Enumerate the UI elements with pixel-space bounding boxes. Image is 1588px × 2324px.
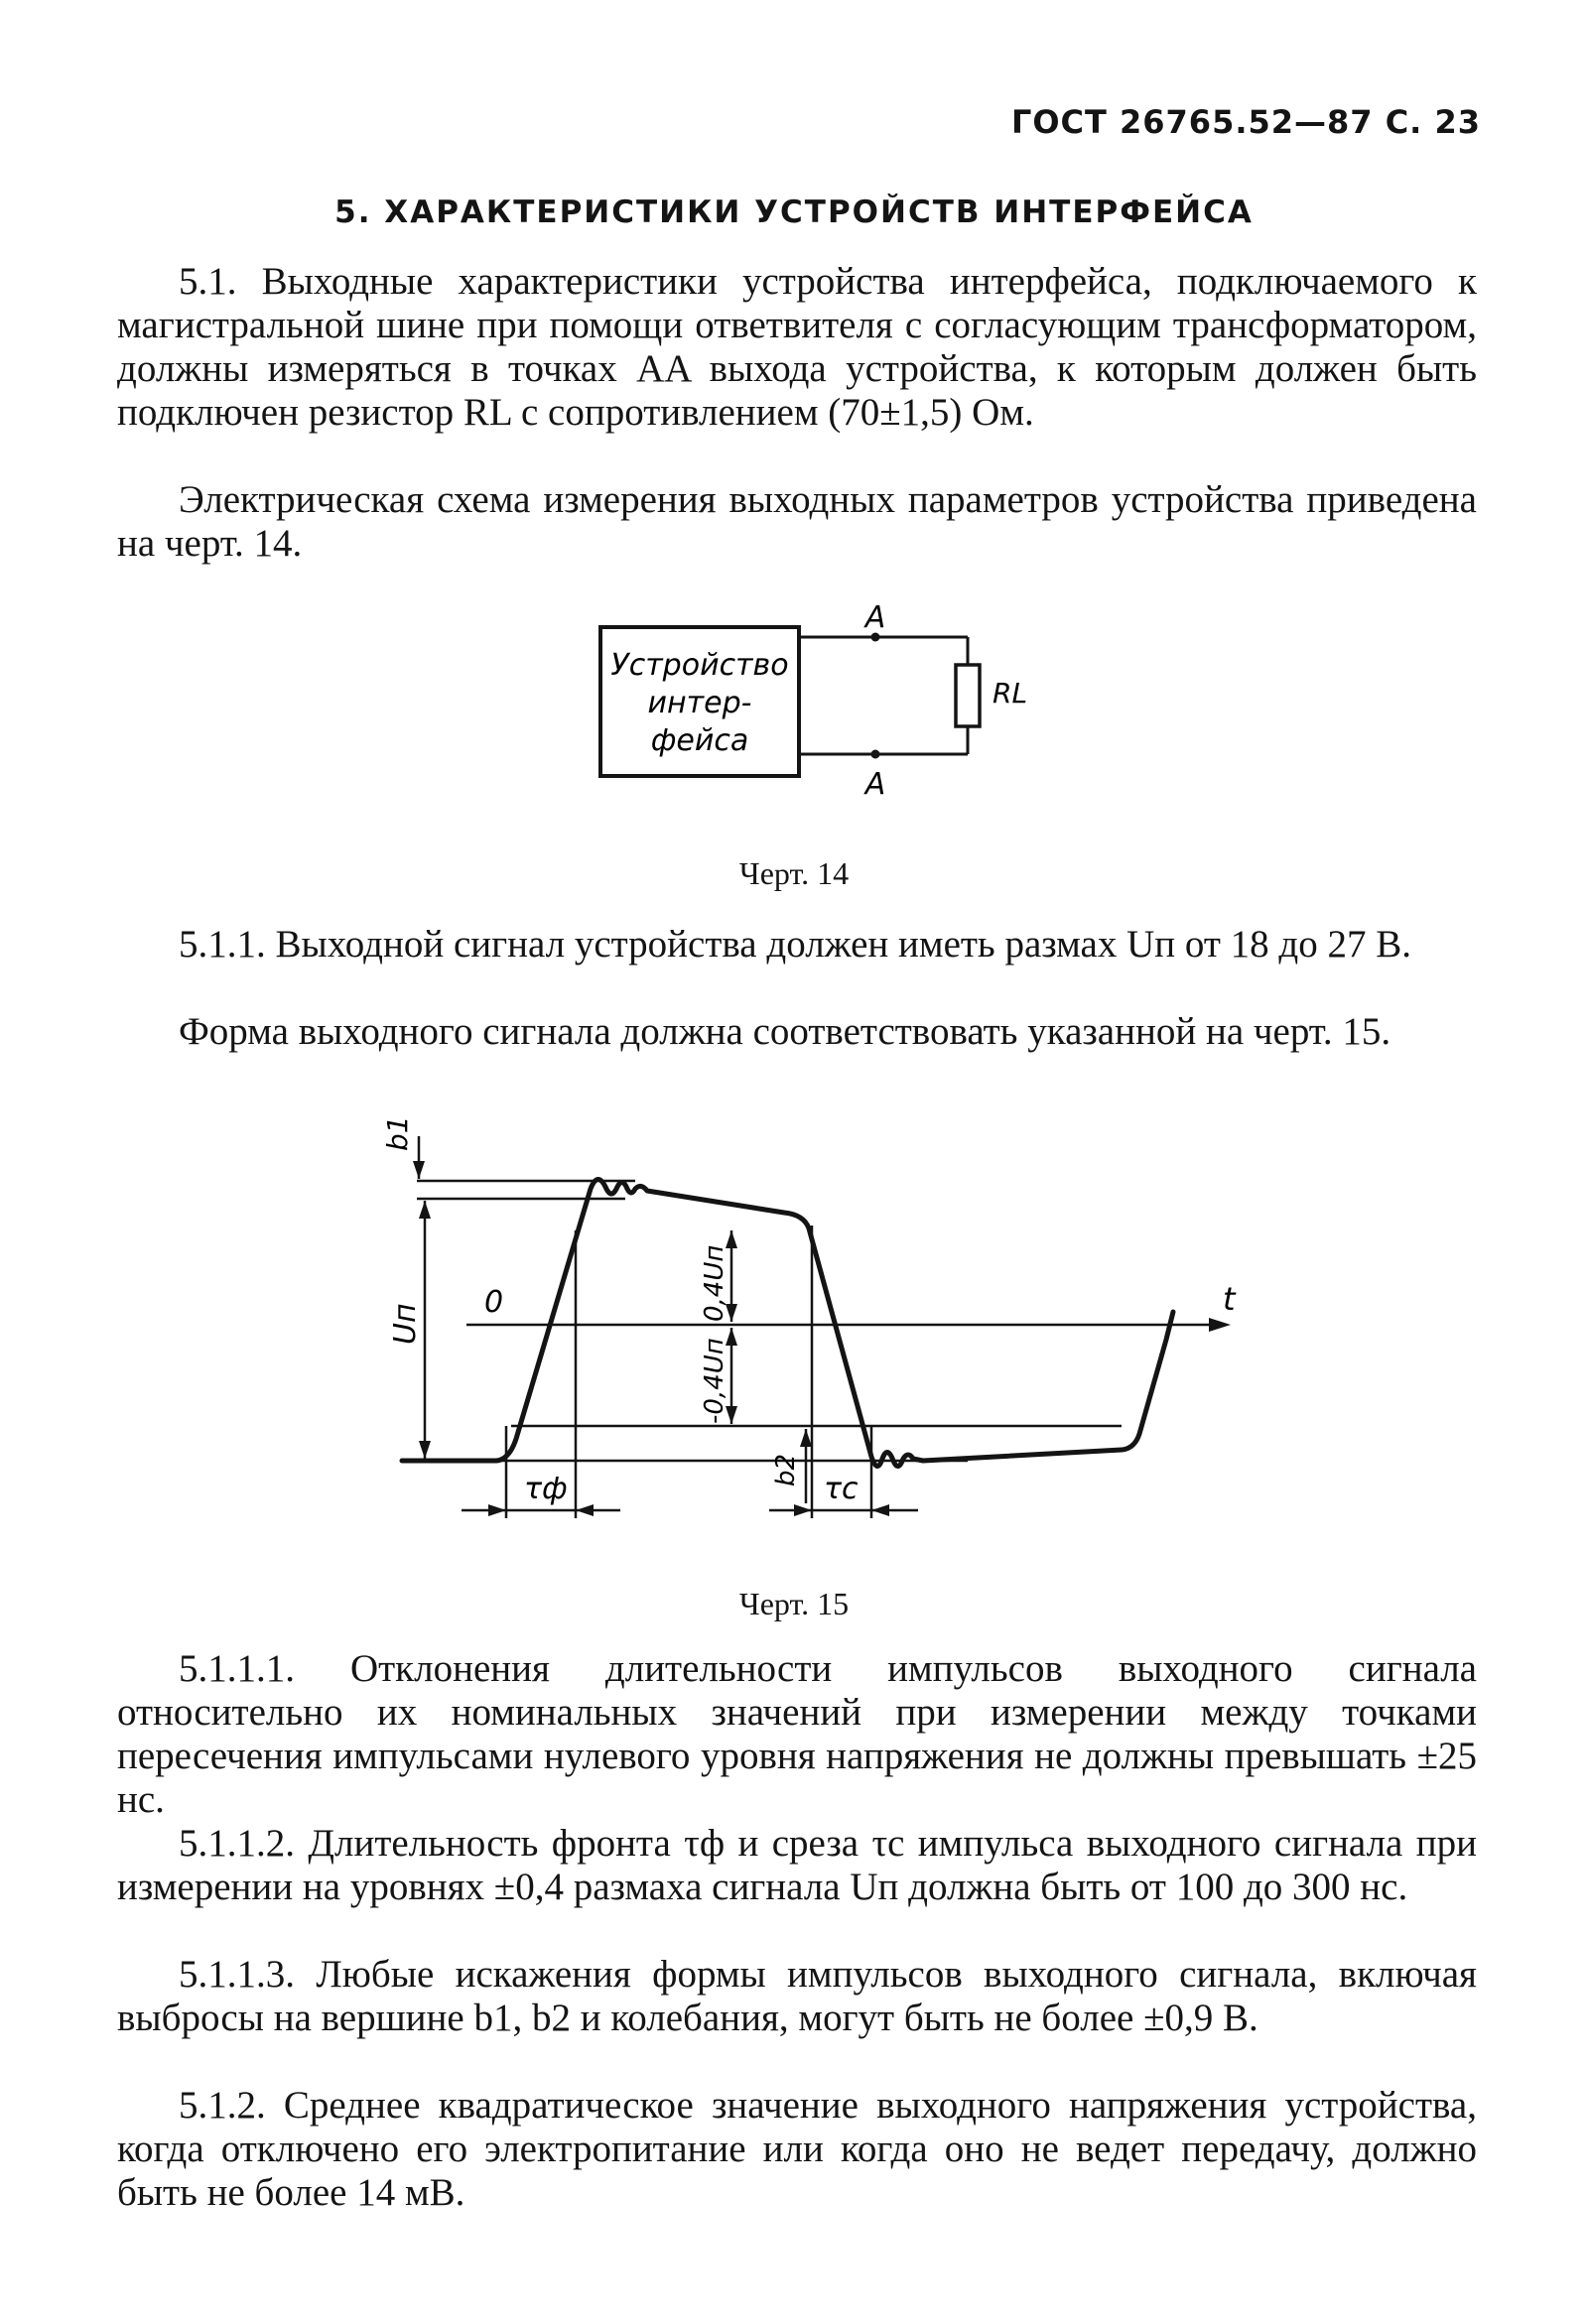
label-b2: b2 [771, 1453, 801, 1486]
paragraph-5-1-1: 5.1.1. Выходной сигнал устройства должен иметь размах Uп от 18 до 27 В. [179, 923, 1412, 966]
paragraph-5-1-2: 5.1.2. Среднее квадратическое значение выходного напряжения устройства, когда отключено его электропитание или когда оно не ведет передачу, должно быть не более 14 мВ. [117, 2084, 1477, 2214]
figure-14-caption: Черт. 14 [738, 855, 850, 891]
paragraph-5-1: 5.1. Выходные характеристики устройства интерфейса, подключаемого к магистральной шине при помощи ответвителя с согласующим трансформатором, должны измеряться в точках AA выхода устройства, к которым должен быть подключен резистор RL с сопротивлением (70±1,5) Ом. [117, 260, 1477, 434]
label-b1: b1 [381, 1115, 414, 1151]
arrow-tau-c-right [871, 1504, 889, 1516]
label-plus-04un: 0,4Uп [700, 1244, 729, 1322]
device-box-line3: фейса [650, 723, 749, 758]
arrow-b1-bottom [413, 1161, 425, 1179]
label-tau-c: τс [824, 1472, 859, 1506]
figure-15-waveform [367, 1101, 1260, 1548]
label-t: t [1223, 1280, 1236, 1318]
arrow-tau-f-left [488, 1504, 506, 1516]
paragraph-5-1-1-form: Форма выходного сигнала должна соответствовать указанной на черт. 15. [179, 1010, 1391, 1053]
paragraph-5-1-1-3: 5.1.1.3. Любые искажения формы импульсов выходного сигнала, включая выбросы на вершине b1, b2 и колебания, могут быть не более ±0,9 В. [117, 1953, 1477, 2039]
paragraph-5-1-1-1: 5.1.1.1. Отклонения длительности импульсов выходного сигнала относительно их номинальных значений при измерении между точками пересечения импульсами нулевого уровня напряжения не должны превышать ±25 нс. [117, 1647, 1477, 1821]
arrow-tau-f-right [576, 1504, 594, 1516]
arrow-t-axis [1209, 1318, 1231, 1332]
point-label-top: A [864, 605, 886, 635]
device-box-line1: Устройство [610, 648, 789, 683]
resistor-label: RL [992, 677, 1028, 710]
label-un: Uп [388, 1303, 423, 1345]
resistor-rl [956, 665, 980, 726]
point-label-bottom: A [864, 767, 886, 802]
arrow-b2-up [800, 1429, 812, 1447]
label-tau-f: τф [524, 1472, 568, 1506]
label-minus-04un: -0,4Uп [700, 1338, 729, 1424]
paragraph-5-1-1-2: 5.1.1.2. Длительность фронта τф и среза τс импульса выходного сигнала при измерении на уровнях ±0,4 размаха сигнала Uп должна быть от 100 до 300 нс. [117, 1822, 1477, 1908]
figure-14-circuit [586, 605, 1042, 814]
arrow-un-bottom [419, 1441, 431, 1459]
figure-15-caption: Черт. 15 [738, 1586, 850, 1621]
arrow-tau-c-left [794, 1504, 812, 1516]
signal-waveform [402, 1179, 1173, 1466]
page-header: ГОСТ 26765.52—87 С. 23 [1010, 103, 1481, 141]
terminal-point-bottom [871, 750, 880, 759]
paragraph-5-1-scheme: Электрическая схема измерения выходных параметров устройства приведена на черт. 14. [117, 478, 1477, 565]
device-box-line2: интер- [647, 686, 752, 720]
arrow-un-top [419, 1201, 431, 1219]
section-title: 5. ХАРАКТЕРИСТИКИ УСТРОЙСТВ ИНТЕРФЕЙСА [334, 194, 1254, 230]
label-zero: 0 [484, 1285, 504, 1320]
